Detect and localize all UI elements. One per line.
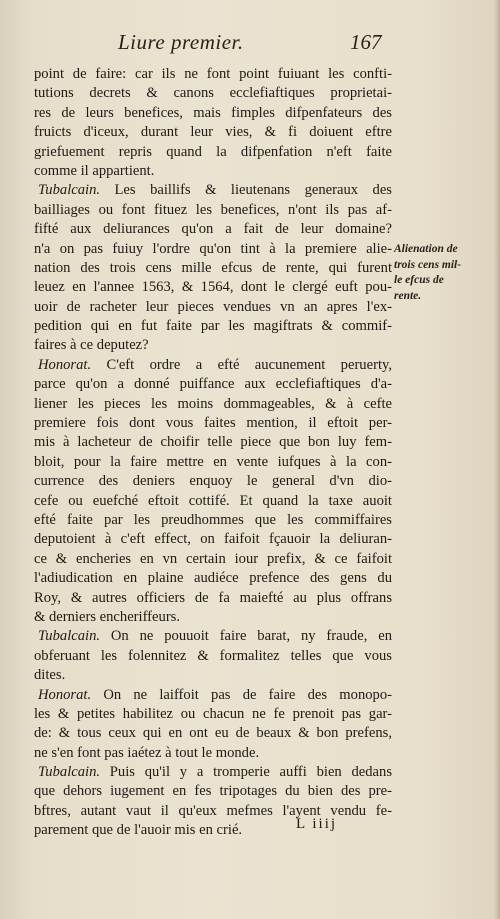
line-text: parce qu'on a donné puiffance aux ecclefiaftiques d'a- [34,376,392,393]
line-text: On ne laiffoit pas de faire des monopo- [91,686,392,703]
line-text: fifté aux deliurances qu'on a fait de leur domaine? [34,221,392,238]
line-text: point de faire: car ils ne font point fuiuant les confti- [34,66,392,82]
line-text: mis à lacheteur de choifir telle piece que bon luy fem- [34,434,392,451]
line-text: deputoient à c'eft effect, on faifoit fçauoir la deliuran- [34,531,392,548]
text-line [34,686,392,705]
line-text: On ne pouuoit faire barat, ny fraude, en [100,628,392,645]
line-text: les & petites habilitez ou chacun ne fe prenoit pas gar- [34,705,392,722]
text-line [34,453,392,472]
margin-note-line: Alienation de [394,243,458,255]
text-line [34,666,392,685]
text-line [34,472,392,491]
text-line [34,511,392,530]
text-line [34,143,392,162]
page-number: 167 [350,30,382,54]
text-line [34,724,392,743]
line-text: leuez en l'annee 1563, & 1564, dont le clergé euft pou- [34,279,392,296]
text-line [34,705,392,724]
text-line [34,589,392,608]
line-text: & derniers encheriffeurs. [34,608,181,625]
line-text: faires à ce deputez? [34,337,149,354]
text-line [34,356,392,375]
text-line [34,317,392,336]
margin-note-line: trois cens mil- [394,258,462,271]
text-line [34,123,392,142]
text-line [34,569,392,588]
margin-note-line: rente. [394,289,422,302]
line-text: bftres, autant vaut il qu'eux mefmes l'ayent vendu fe- [34,802,392,819]
text-line [34,608,392,627]
text-line [34,336,392,355]
text-line [34,492,392,511]
text-line [34,259,392,278]
text-line [34,278,392,297]
body-text [34,65,392,841]
line-text: dites. [34,667,66,684]
text-line [34,763,392,782]
text-line [34,433,392,452]
line-text: de: & tous ceux qui en ont eu de beaux & bon prefens, [34,725,392,742]
line-text: cefe ou euefché eftoit cottifé. Et quand la taxe auoit [34,492,392,509]
line-text: C'eft ordre a efté aucunement peruerty, [91,356,392,373]
line-text: n'a on pas fuiuy l'ordre qu'on tint à la premiere alie- [34,240,392,257]
text-line [34,550,392,569]
text-line [34,104,392,123]
line-text: ce & encheries en vn certain iour prefix, & ce faifoit [34,550,392,567]
speaker-name: Honorat. [38,686,92,703]
line-text: parement que de l'auoir mis en crié. [34,822,243,839]
line-text: griefuement repris quand la difpenfation n'eft faite [34,143,392,160]
line-text: pedition qui en fut faite par les magiftrats & commif- [34,318,392,335]
text-line [34,744,392,763]
line-text: que dehors iugement en fes tripotages du bien des pre- [34,783,392,800]
running-title: Liure premier. [118,30,244,54]
text-line [34,802,392,821]
text-line [34,181,392,200]
line-text: nation des trois cens mille efcus de rente, qui furent [34,259,392,276]
line-text: l'adiudication en plaine audiéce prefence des gens du [34,570,392,587]
line-text: Puis qu'il y a tromperie auffi bien dedans [100,764,392,781]
line-text: premiere fois dont vous faites mention, il eftoit per- [34,415,392,432]
text-line [34,395,392,414]
speaker-name: Tubalcain. [38,182,101,199]
page-header [0,30,500,58]
line-text: res de leurs benefices, mais fimples difpenfateurs des [34,104,392,121]
text-line [34,65,392,84]
line-text: obferuant les folennitez & formalitez telles que vous [34,647,392,664]
line-text: uoir de racheter leur pieces vendues vn an apres l'ex- [34,298,392,315]
text-line [34,414,392,433]
text-line [34,821,392,840]
line-text: currence des deniers enquoy le general d'vn dio- [34,473,392,490]
line-text: bloit, pour la faire mettre en vente iufques à la con- [34,453,392,470]
speaker-name: Tubalcain. [38,628,101,645]
line-text: ne s'en font pas iaétez à tout le monde. [34,744,260,761]
line-text: fruicts d'iceux, durant leur vies, & fi doiuent eftre [34,124,392,141]
text-line [34,84,392,103]
line-text: efté faite par les preudhommes que les commiffaires [34,511,392,528]
text-line [34,240,392,259]
text-line [34,627,392,646]
text-line [34,201,392,220]
text-line [34,162,392,181]
line-text: tutions decrets & canons ecclefiaftiques proprietai- [34,85,392,102]
text-line [34,375,392,394]
line-text: liener les pieces les moins dommageables, & à cefte [34,395,392,412]
margin-note-line: le efcus de [394,274,444,286]
line-text: Les baillifs & lieutenans generaux des [100,182,392,199]
text-line [34,220,392,239]
text-line [34,530,392,549]
line-text: bailliages ou font fituez les benefices, n'ont ils pas af- [34,201,392,218]
line-text: Roy, & autres officiers de fa maiefté au plus offrans [34,589,392,606]
margin-note [394,242,494,304]
speaker-name: Honorat. [38,356,92,373]
text-line [34,298,392,317]
signature-mark: L iiij [296,816,338,832]
text-line [34,782,392,801]
line-text: comme il appartient. [34,162,155,179]
speaker-name: Tubalcain. [38,764,101,781]
text-line [34,647,392,666]
